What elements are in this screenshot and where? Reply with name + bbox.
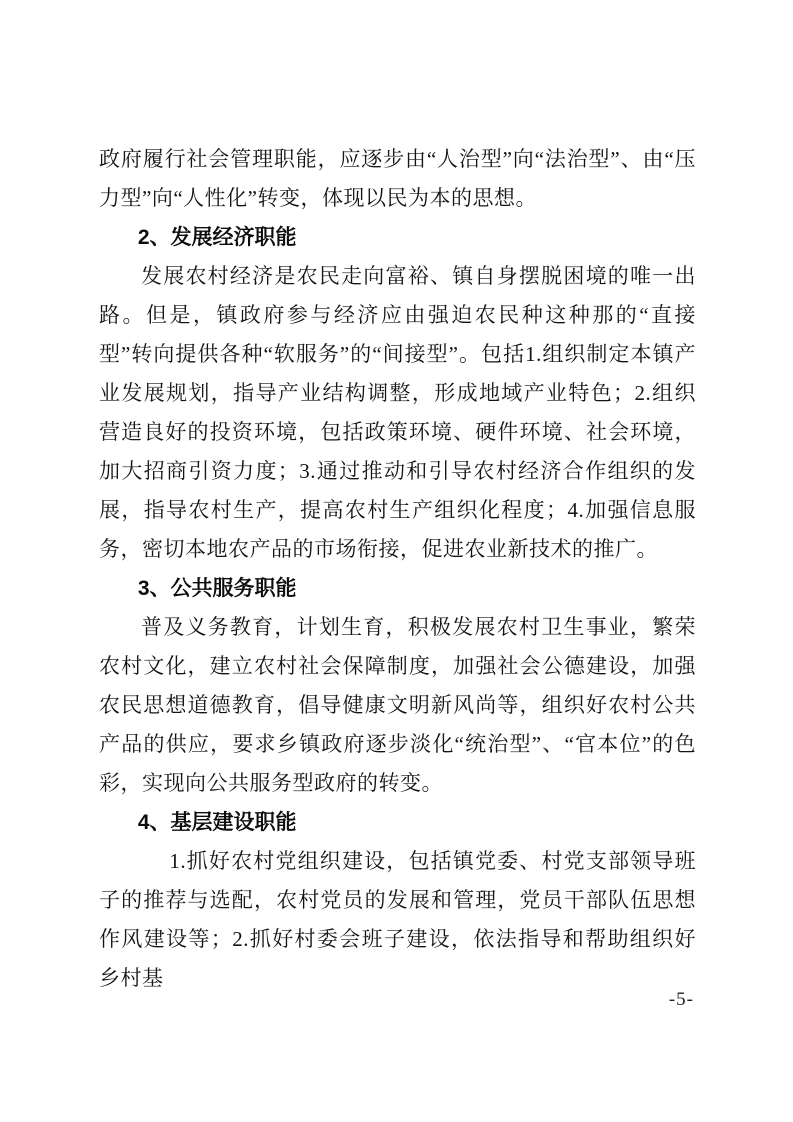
page-number: -5- [668, 989, 694, 1010]
heading-grassroots-construction-function: 4、基层建设职能 [137, 811, 297, 834]
heading-economic-development-function: 2、发展经济职能 [137, 226, 297, 249]
paragraph-economic-development: 发展农村经济是农民走向富裕、镇自身摆脱困境的唯一出路。但是，镇政府参与经济应由强迫农民种这种那的“直接型”转向提供各种“软服务”的“间接型”。包括1.组织制定本镇产业发展规划，指导产业结构调整，形成地域产业特色；2.组织营造良好的投资环境，包括政策环境、硬件环境、社会环境，加大招商引资力度；3.通过推动和引导农村经济合作组织的发展，指导农村生产，提高农村生产组织化程度；4.加强信息服务，密切本地农产品的市场衔接，促进农业新技术的推广。 [99, 264, 696, 561]
text-block [99, 140, 696, 998]
paragraph-grassroots-construction: 1.抓好农村党组织建设，包括镇党委、村党支部领导班子的推荐与选配，农村党员的发展和管理，党员干部队伍思想作风建设等；2.抓好村委会班子建设，依法指导和帮助组织好乡村基 [99, 849, 696, 990]
paragraph-continued-social-management: 政府履行社会管理职能，应逐步由“人治型”向“法治型”、由“压力型”向“人性化”转变，体现以民为本的思想。 [99, 147, 696, 210]
heading-public-service-function: 3、公共服务职能 [137, 577, 297, 600]
paragraph-public-service: 普及义务教育，计划生育，积极发展农村卫生事业，繁荣农村文化，建立农村社会保障制度，加强社会公德建设，加强农民思想道德教育，倡导健康文明新风尚等，组织好农村公共产品的供应，要求乡镇政府逐步淡化“统治型”、“官本位”的色彩，实现向公共服务型政府的转变。 [99, 615, 696, 795]
